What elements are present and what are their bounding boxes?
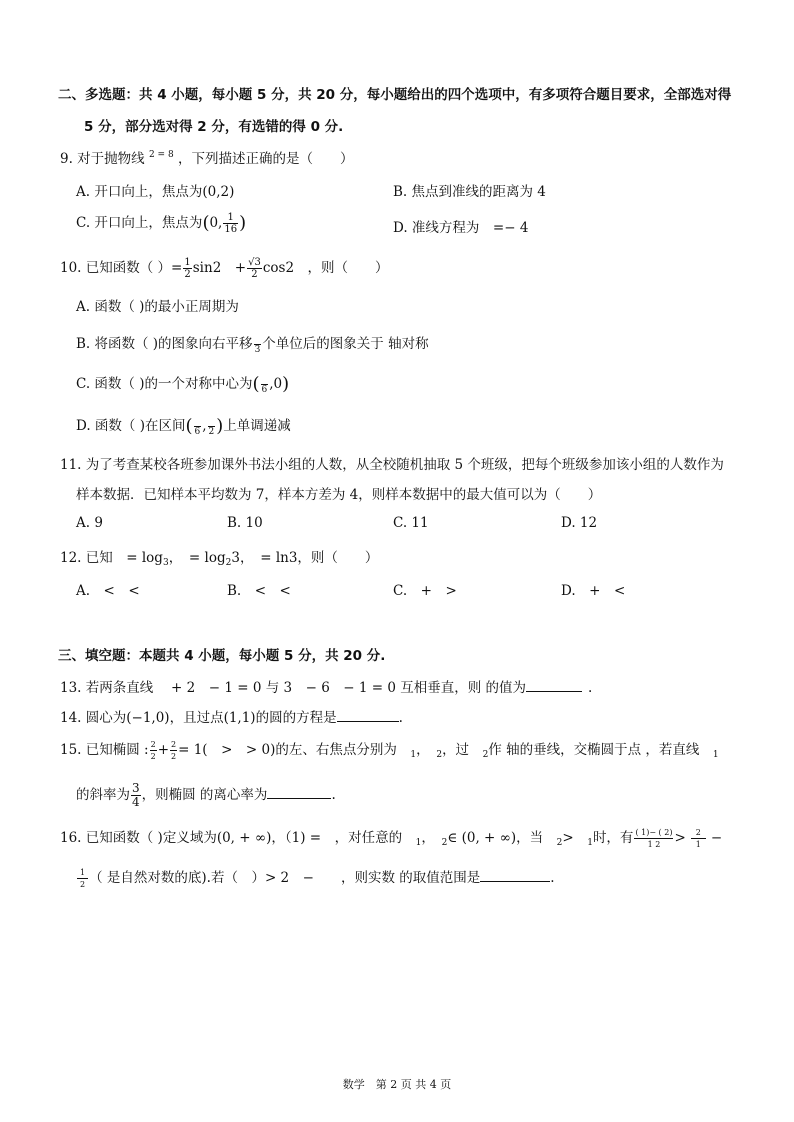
q12-a-base: 3: [162, 558, 169, 568]
q10-option-c-fraction: 6: [261, 373, 269, 396]
q10-option-d-fraction-2: 2: [208, 415, 216, 438]
q10-option-b-text: B. 将函数（ )的图象向右平移: [76, 336, 253, 352]
q15-f1-sub: 1: [410, 750, 417, 760]
q12-a-def: 12. 已知 = log: [60, 550, 163, 566]
q16-gt-2: >: [674, 830, 686, 846]
q12-b-base: 2: [225, 558, 232, 568]
question-16-line-1: [60, 826, 722, 850]
q16-gt: >: [562, 830, 574, 846]
q14-text: 14. 圆心为(−1,0)，且过点(1,1)的圆的方程是: [60, 710, 337, 726]
q16-difference-fraction: $\frac{( 1)- ( 2)}{1 2}$: [635, 828, 673, 849]
q9-stem-text: 9. 对于抛物线: [60, 151, 145, 167]
section-heading-multi-choice: 二、多选题：共 4 小题，每小题 5 分，共 20 分，每小题给出的四个选项中，有多项符合题目要求，全部选对得: [58, 87, 732, 103]
q10-option-b-tail: 个单位后的图象关于 轴对称: [262, 336, 429, 352]
q15-foci-text: = 1( > > 0)的左、右焦点分别为: [178, 742, 397, 758]
q15-period: .: [331, 787, 336, 803]
q16-period: .: [550, 870, 555, 886]
q9-option-c: C. 开口向上，焦点为(0, $\frac{1}{16}$ ): [76, 212, 247, 235]
q9-option-d: D. 准线方程为 =− 4: [393, 220, 529, 236]
section-heading-fill-in: 三、填空题：本题共 4 小题，每小题 5 分，共 20 分.: [58, 648, 386, 664]
q12-b-def: ， = log: [168, 550, 226, 566]
q10-cos-term: cos2 ，则（ ）: [262, 260, 389, 276]
question-9-stem: [60, 147, 353, 167]
q15-slope-fraction: $\frac{3}{4}$: [132, 781, 140, 809]
question-14: [60, 706, 403, 726]
q9-option-c-x: 0,: [209, 215, 223, 231]
q13-answer-blank[interactable]: [526, 678, 582, 693]
q16-answer-blank[interactable]: [480, 868, 550, 883]
q11-option-b: B. 10: [227, 515, 263, 531]
q10-option-b-fraction: 3: [254, 333, 262, 356]
q15-perp-text: 作 轴的垂线，交椭圆于点 ，若直线: [488, 742, 700, 758]
q15-through: ，过: [442, 742, 470, 758]
question-13: [60, 676, 592, 696]
q10-sin-term: sin2 +: [192, 260, 247, 276]
q9-option-c-fraction: $\frac{1}{16}$: [224, 212, 238, 235]
q10-stem-text: 10. 已知函数（ ）=: [60, 260, 183, 276]
q16-comma: ，: [421, 830, 429, 846]
question-15-line-1: [60, 738, 719, 762]
q10-option-d-fraction-1: 6: [194, 415, 202, 438]
q10-option-c-point: ,0: [269, 376, 283, 392]
question-11-stem: 11. 为了考查某校各班参加课外书法小组的人数，从全校随机抽取 5 个班级，把每个班级参加该小组的人数作为: [60, 457, 724, 473]
q12-c-def: 3， = ln3，则（ ）: [231, 550, 379, 566]
q9-equation: 2 = 8: [148, 150, 174, 160]
q9-stem-tail: ，下列描述正确的是（ ）: [177, 151, 354, 167]
q16-minus: −: [710, 830, 723, 846]
q13-text: 13. 若两条直线 + 2 − 1 = 0 与 3 − 6 − 1 = 0 互相垂直，则 的值为: [60, 680, 527, 696]
q16-domain-text: 16. 已知函数（ )定义域为(0, + ∞)，（1) = ，对任意的: [60, 830, 403, 846]
q15-y-fraction: $\frac{2}{2}$: [171, 740, 177, 761]
q9-option-a: A. 开口向上，焦点为(0,2): [76, 184, 235, 200]
q9-option-c-text: C. 开口向上，焦点为: [76, 215, 203, 231]
question-10-stem: [60, 256, 389, 280]
q10-option-b: [76, 332, 429, 356]
q11-option-a: A. 9: [76, 515, 103, 531]
q15-comma: ，: [416, 742, 423, 758]
q9-option-b: B. 焦点到准线的距离为 4: [393, 184, 546, 200]
q16-x2-sub-b: 2: [556, 838, 563, 848]
q14-answer-blank[interactable]: [337, 708, 399, 723]
q16-when: 时，有: [592, 830, 634, 846]
q16-fraction-3: $\frac{1}{2}$: [77, 867, 88, 890]
q10-option-d-text: D. 函数（ )在区间: [76, 418, 186, 434]
question-15-line-2: [76, 782, 336, 809]
q14-period: .: [398, 710, 403, 726]
q15-plus: +: [157, 742, 170, 758]
q10-option-d-tail: 上单调递减: [223, 418, 291, 434]
q15-ellipse-label: 15. 已知椭圆 :: [60, 742, 149, 758]
q10-option-a: A. 函数（ )的最小正周期为: [76, 299, 239, 315]
q11-option-d: D. 12: [561, 515, 598, 531]
q15-x-fraction: $\frac{2}{2}$: [150, 740, 156, 761]
question-11-stem-cont: 样本数据．已知样本平均数为 7，样本方差为 4，则样本数据中的最大值可以为（ ）: [76, 487, 602, 503]
q16-x1-sub-b: 1: [587, 838, 593, 848]
q15-f2-sub-b: 2: [482, 750, 489, 760]
q10-option-d: D. 函数（ )在区间( 6 , 2 )上单调递减: [76, 415, 291, 437]
q10-option-c-text: C. 函数（ )的一个对称中心为: [76, 376, 253, 392]
page-footer: 数学 第 2 页 共 4 页: [342, 1078, 452, 1091]
question-12-stem: [60, 546, 378, 568]
q15-ecc-text: ，则椭圆 的离心率为: [141, 787, 268, 803]
q13-period: .: [588, 680, 593, 696]
q10-option-c: C. 函数（ )的一个对称中心为( 6 ,0): [76, 373, 290, 395]
q15-f2-sub: 2: [436, 750, 443, 760]
q10-half-fraction: $\frac{1}{2}$: [184, 257, 191, 280]
q16-x2-sub: 2: [441, 838, 448, 848]
q15-slope-text: 的斜率为: [76, 787, 130, 803]
q12-option-c: C. + >: [393, 583, 457, 599]
q16-interval: ∈ (0, + ∞)，当: [447, 830, 544, 846]
q10-root3-fraction: $\frac{√3}{2}$: [248, 257, 261, 280]
q15-f1-sub-b: 1: [712, 750, 719, 760]
q15-answer-blank[interactable]: [267, 785, 331, 800]
q16-condition-text: （ 是自然对数的底).若（ ）> 2 − ，则实数 的取值范围是: [89, 870, 481, 886]
q16-fraction-2: $\frac{2}{1}$: [691, 827, 706, 850]
q12-option-a: A. < <: [76, 583, 140, 599]
q16-x1-sub: 1: [415, 838, 422, 848]
question-16-line-2: [76, 866, 555, 890]
q12-option-b: B. < <: [227, 583, 291, 599]
q11-option-c: C. 11: [393, 515, 429, 531]
section-heading-multi-choice-cont: 5 分，部分选对得 2 分，有选错的得 0 分.: [84, 119, 344, 135]
q12-option-d: D. + <: [561, 583, 626, 599]
